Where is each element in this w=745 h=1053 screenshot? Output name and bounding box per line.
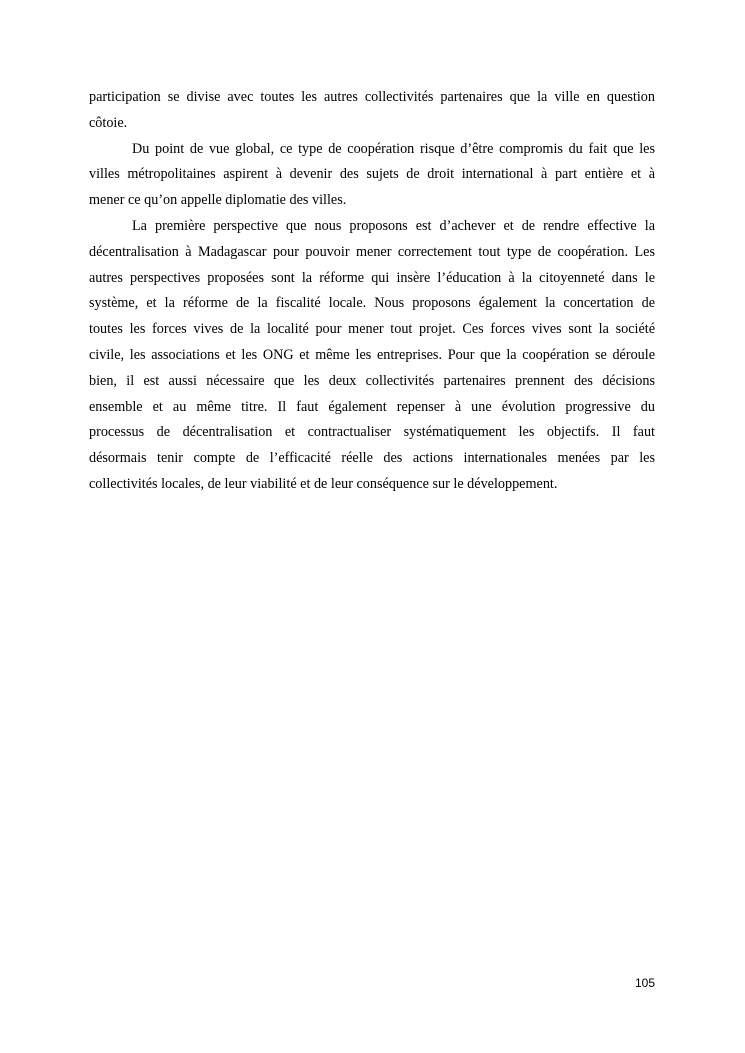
text-line: collectivités locales, de leur viabilité et de leur conséquence sur le développement.	[89, 475, 558, 492]
text-line: système, et la réforme de la fiscalité locale. Nous proposons également la concertation de	[89, 295, 655, 312]
text-line: ensemble et au même titre. Il faut également repenser à une évolution progressive du	[89, 398, 655, 415]
text-line: Du point de vue global, ce type de coopération risque d’être compromis du fait que les	[132, 140, 655, 157]
text-line: processus de décentralisation et contractualiser systématiquement les objectifs. Il faut	[89, 424, 655, 441]
body-text	[89, 85, 655, 498]
page-number: 105	[634, 976, 655, 990]
text-line: décentralisation à Madagascar pour pouvoir mener correctement tout type de coopération. Les	[89, 243, 655, 260]
text-line: bien, il est aussi nécessaire que les deux collectivités partenaires prennent des décisions	[89, 372, 655, 389]
text-line: mener ce qu’on appelle diplomatie des villes.	[89, 192, 347, 209]
text-line: civile, les associations et les ONG et même les entreprises. Pour que la coopération se déroule	[89, 346, 655, 363]
text-line: La première perspective que nous proposons est d’achever et de rendre effective la	[132, 217, 655, 234]
text-line: désormais tenir compte de l’efficacité réelle des actions internationales menées par les	[89, 450, 655, 467]
text-line: participation se divise avec toutes les autres collectivités partenaires que la ville en question	[89, 89, 655, 105]
text-line: villes métropolitaines aspirent à devenir des sujets de droit international à part entière et à	[89, 166, 655, 183]
text-line: autres perspectives proposées sont la réforme qui insère l’éducation à la citoyenneté dans le	[89, 269, 655, 286]
text-line: côtoie.	[89, 114, 128, 131]
text-line: toutes les forces vives de la localité pour mener tout projet. Ces forces vives sont la société	[89, 321, 655, 338]
